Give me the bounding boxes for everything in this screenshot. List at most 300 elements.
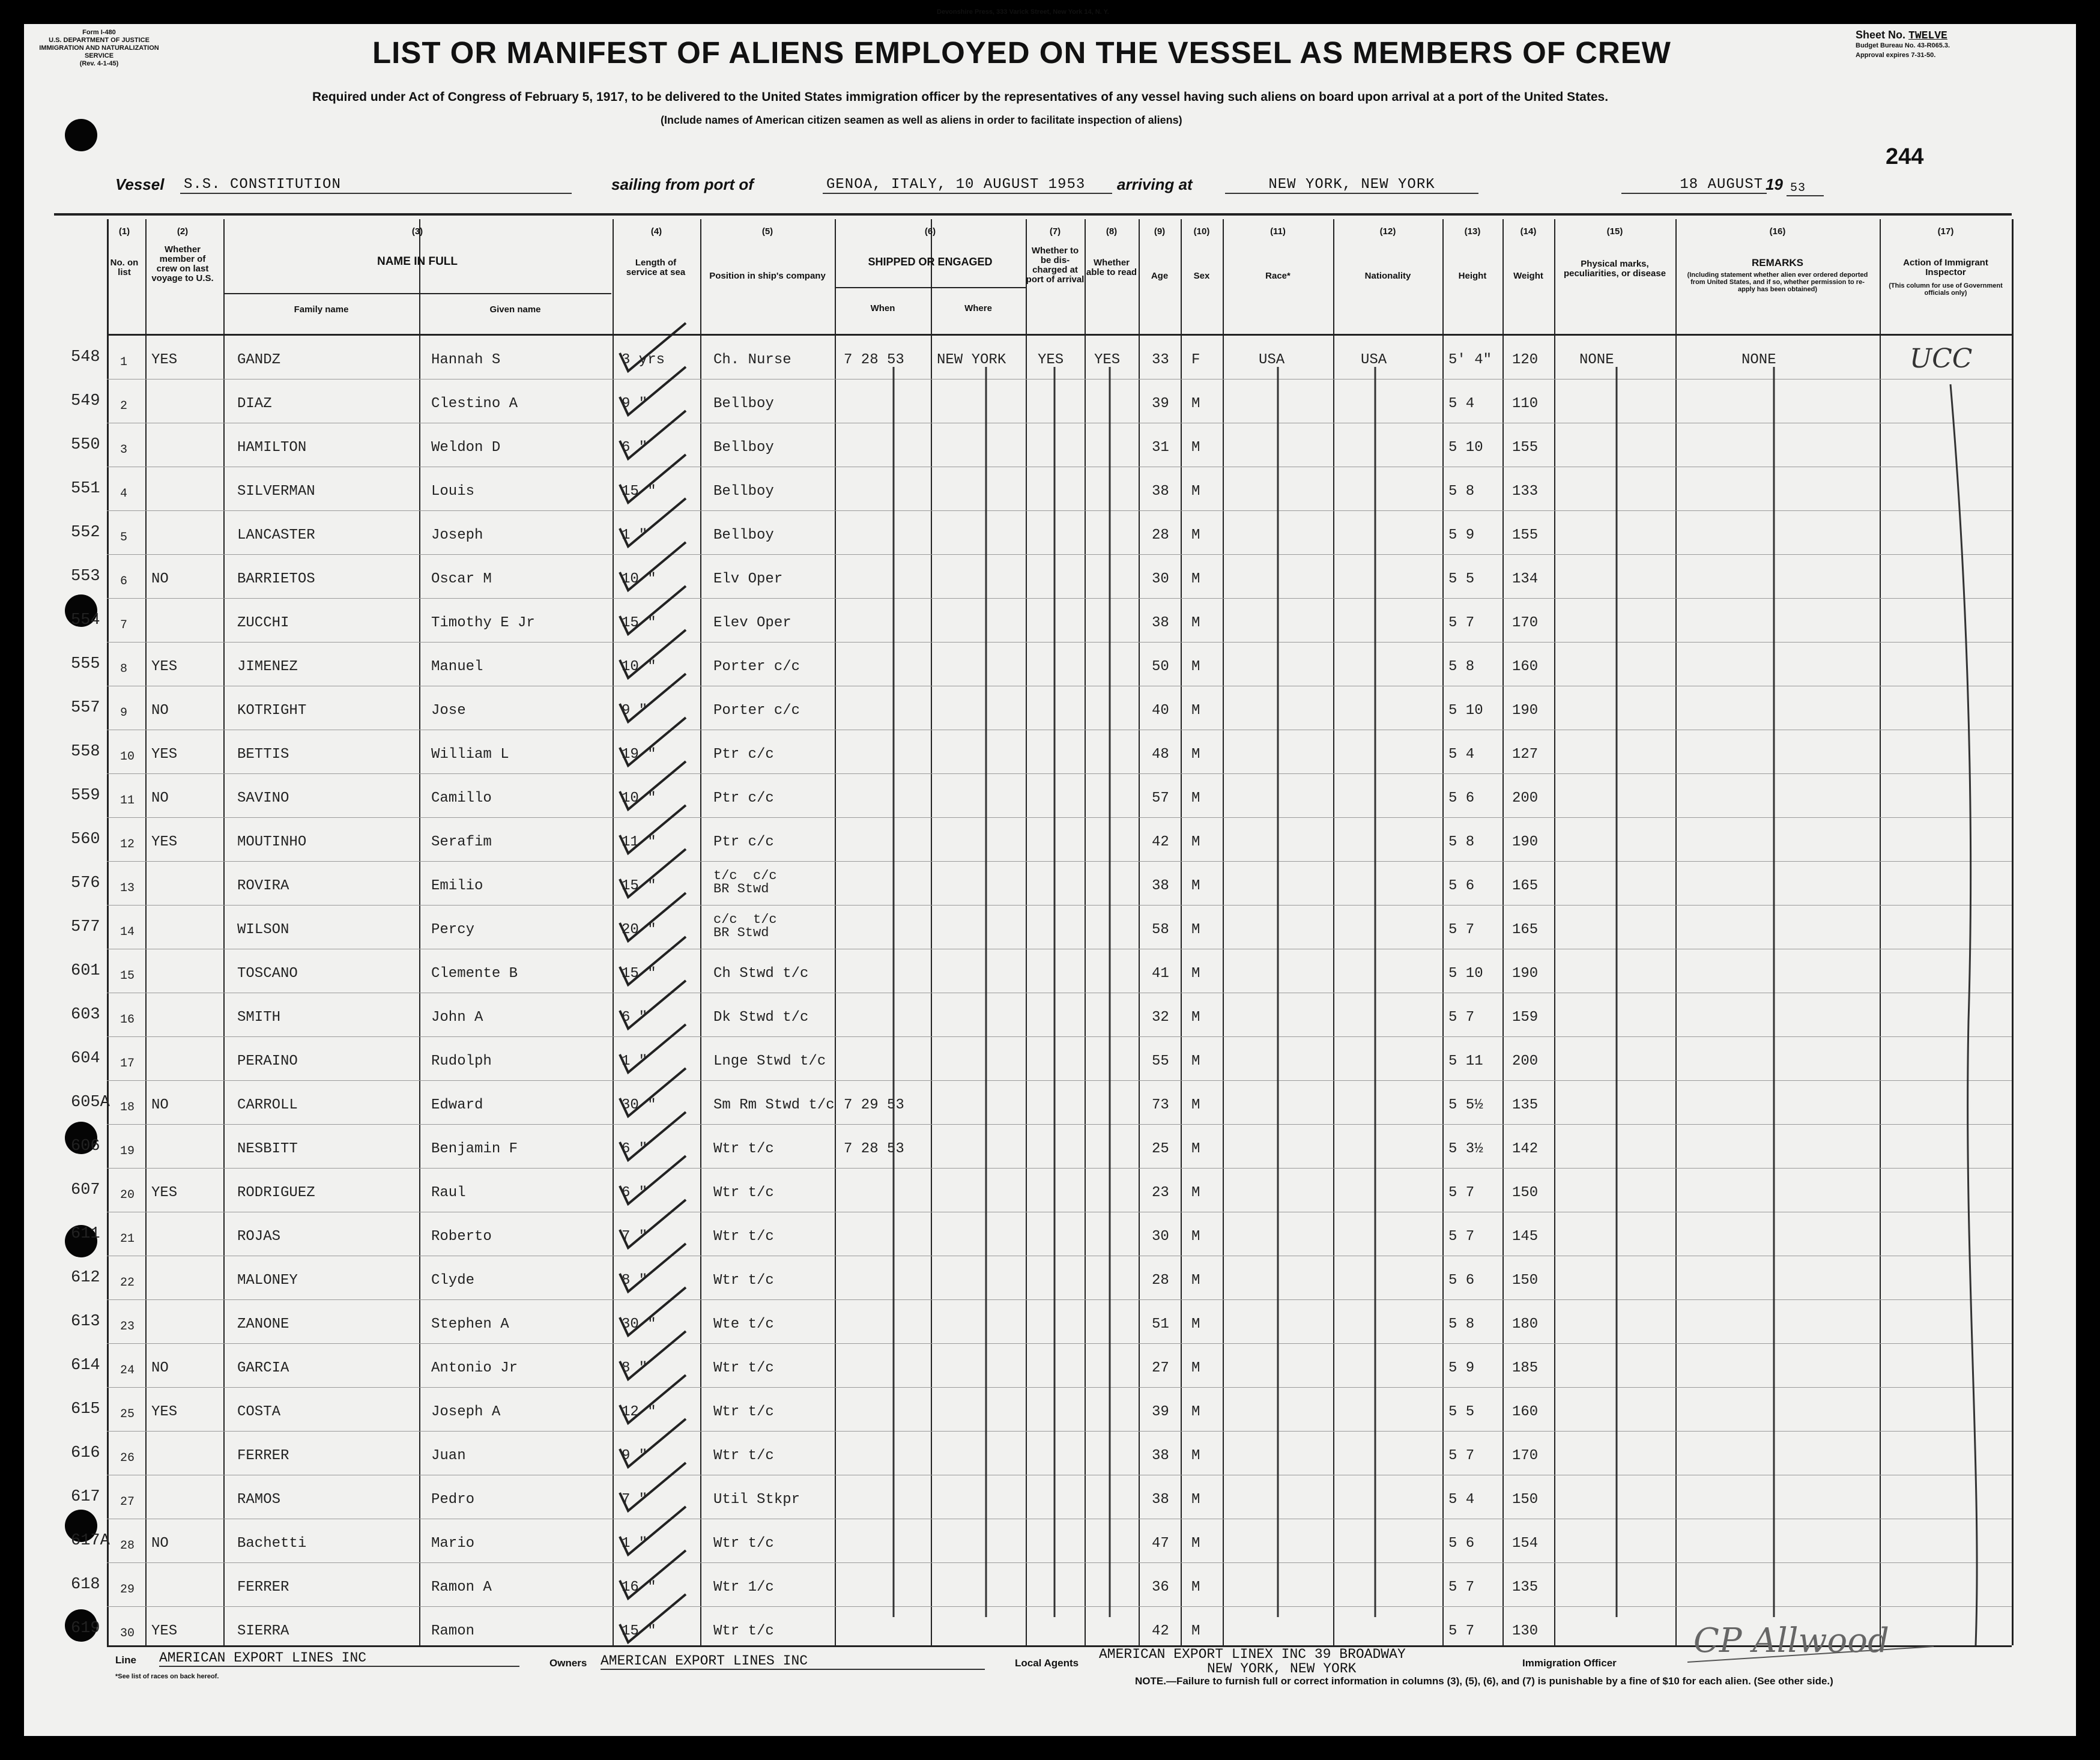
age-cell: 36 <box>1152 1579 1169 1595</box>
service-cell: 7 " <box>622 1492 648 1508</box>
given-name-cell: Clemente B <box>431 966 518 982</box>
sailing-from: GENOA, ITALY, 10 AUGUST 1953 <box>823 177 1112 194</box>
check-mark <box>620 1463 686 1511</box>
inspector-line <box>1950 384 1977 1645</box>
given-name-cell: Raul <box>431 1185 466 1201</box>
col-num: (5) <box>761 226 773 237</box>
weight-cell: 200 <box>1512 790 1539 806</box>
service-cell: 6 " <box>622 440 648 456</box>
check-marks <box>620 323 1774 1642</box>
family-name-cell: MOUTINHO <box>237 834 307 850</box>
sex-cell: M <box>1191 483 1200 500</box>
weight-cell: 142 <box>1512 1141 1539 1157</box>
age-cell: 41 <box>1152 966 1169 982</box>
age-cell: 33 <box>1152 352 1169 368</box>
col-heading-crew: Whether member of crew on last voyage to U.S. <box>151 244 214 283</box>
check-mark <box>620 1024 686 1072</box>
line-label: Line <box>115 1654 136 1666</box>
crew-cell: NO <box>151 703 169 719</box>
family-name-cell: RODRIGUEZ <box>237 1185 315 1201</box>
age-cell: 32 <box>1152 1009 1169 1026</box>
serial-number: 577 <box>71 918 100 936</box>
age-cell: 39 <box>1152 1404 1169 1420</box>
weight-cell: 160 <box>1512 1404 1539 1420</box>
nationality-cell: USA <box>1361 352 1387 368</box>
position-cell: Dk Stwd t/c <box>713 1009 809 1026</box>
service-cell: 20 " <box>622 922 656 938</box>
check-mark <box>620 718 686 766</box>
list-number: 2 <box>120 399 128 413</box>
age-cell: 47 <box>1152 1535 1169 1552</box>
crew-cell: NO <box>151 790 169 806</box>
serial-number: 601 <box>71 962 100 980</box>
sex-cell: M <box>1191 1185 1200 1201</box>
check-mark <box>620 1331 686 1379</box>
col-heading-discharged: Whether to be dis-charged at port of arrival <box>1026 246 1085 285</box>
check-mark <box>620 805 686 853</box>
list-number: 1 <box>120 355 128 369</box>
position-cell: Bellboy <box>713 440 774 456</box>
height-cell: 5 4 <box>1448 1492 1475 1508</box>
age-cell: 38 <box>1152 1492 1169 1508</box>
owners-value: AMERICAN EXPORT LINES INC <box>601 1653 985 1670</box>
col-num: (10) <box>1193 226 1210 237</box>
check-mark <box>620 761 686 809</box>
given-name-cell: Clyde <box>431 1272 475 1289</box>
col-heading-action: Action of Immigrant Inspector <box>1903 258 1988 277</box>
weight-cell: 110 <box>1512 396 1539 412</box>
height-cell: 5 8 <box>1448 1316 1475 1332</box>
service-cell: 10 " <box>622 790 656 806</box>
weight-cell: 127 <box>1512 746 1539 763</box>
check-mark <box>620 411 686 459</box>
given-name-cell: Joseph <box>431 527 483 543</box>
penalty-note: NOTE.—Failure to furnish full or correct information in columns (3), (5), (6), and (7) is punishable by a fine of $10 for each alien. (See other side.) <box>1135 1675 1833 1687</box>
form-subtitle-note: (Include names of American citizen seamen as well as aliens in order to facilitate inspection of aliens) <box>661 114 1182 126</box>
serial-number: 552 <box>71 524 100 542</box>
sex-cell: M <box>1191 1492 1200 1508</box>
list-number: 30 <box>120 1627 135 1641</box>
height-cell: 5 4 <box>1448 396 1475 412</box>
given-name-cell: William L <box>431 746 509 763</box>
agents-value-city: NEW YORK, NEW YORK <box>1207 1661 1357 1677</box>
serial-number: 615 <box>71 1400 100 1418</box>
sex-cell: M <box>1191 922 1200 938</box>
agents-label: Local Agents <box>1015 1657 1079 1669</box>
weight-cell: 145 <box>1512 1229 1539 1245</box>
list-number: 29 <box>120 1583 135 1597</box>
family-name-cell: CARROLL <box>237 1097 298 1113</box>
sex-cell: M <box>1191 1448 1200 1464</box>
list-number: 21 <box>120 1232 135 1246</box>
service-cell: 9 " <box>622 396 648 412</box>
col-heading-given: Given name <box>489 304 541 315</box>
service-cell: 10 " <box>622 571 656 587</box>
service-cell: 15 " <box>622 966 656 982</box>
weight-cell: 190 <box>1512 703 1539 719</box>
position-cell: Wtr t/c <box>713 1141 774 1157</box>
crew-cell: YES <box>151 746 178 763</box>
sex-cell: M <box>1191 878 1200 894</box>
weight-cell: 120 <box>1512 352 1539 368</box>
list-number: 16 <box>120 1013 135 1027</box>
given-name-cell: Antonio Jr <box>431 1360 518 1376</box>
age-cell: 38 <box>1152 878 1169 894</box>
height-cell: 5' 4" <box>1448 352 1492 368</box>
sex-cell: M <box>1191 1360 1200 1376</box>
list-number: 25 <box>120 1408 135 1421</box>
col-num: (6) <box>924 226 936 237</box>
arrival-date: 18 AUGUST <box>1621 177 1767 194</box>
col-heading-service: Length of service at sea <box>626 258 686 277</box>
family-name-cell: KOTRIGHT <box>237 703 307 719</box>
sex-cell: F <box>1191 352 1200 368</box>
weight-cell: 190 <box>1512 834 1539 850</box>
col-heading-where: Where <box>964 303 992 313</box>
check-mark <box>620 1375 686 1423</box>
sex-cell: M <box>1191 1316 1200 1332</box>
col-num: (11) <box>1270 226 1286 237</box>
position-cell: Ptr c/c <box>713 790 774 806</box>
given-name-cell: Jose <box>431 703 466 719</box>
col-heading-number: No. on list <box>110 258 139 277</box>
col-heading-position: Position in ship's company <box>709 271 826 281</box>
col-heading-read: Whether able to read <box>1086 258 1137 277</box>
serial-number: 604 <box>71 1050 100 1068</box>
family-name-cell: ZANONE <box>237 1316 289 1332</box>
weight-cell: 159 <box>1512 1009 1539 1026</box>
given-name-cell: Louis <box>431 483 475 500</box>
when-cell: 7 28 53 <box>844 352 904 368</box>
family-name-cell: Bachetti <box>237 1535 307 1552</box>
service-cell: 1 " <box>622 1053 648 1069</box>
age-cell: 51 <box>1152 1316 1169 1332</box>
height-cell: 5 7 <box>1448 1579 1475 1595</box>
weight-cell: 150 <box>1512 1272 1539 1289</box>
height-cell: 5 8 <box>1448 659 1475 675</box>
list-number: 14 <box>120 925 135 939</box>
list-number: 4 <box>120 487 128 501</box>
sex-cell: M <box>1191 659 1200 675</box>
height-cell: 5 6 <box>1448 1535 1475 1552</box>
check-mark <box>620 1068 686 1116</box>
list-number: 11 <box>120 794 135 808</box>
check-mark <box>620 455 686 503</box>
list-number: 17 <box>120 1057 135 1071</box>
when-cell: 7 28 53 <box>844 1141 904 1157</box>
read-cell: YES <box>1094 352 1121 368</box>
check-mark <box>620 323 686 371</box>
family-name-cell: PERAINO <box>237 1053 298 1069</box>
race-cell: USA <box>1259 352 1285 368</box>
height-cell: 5 5 <box>1448 1404 1475 1420</box>
weight-cell: 170 <box>1512 1448 1539 1464</box>
list-number: 7 <box>120 618 128 632</box>
crew-cell: YES <box>151 1623 178 1639</box>
list-number: 6 <box>120 575 128 588</box>
weight-cell: 200 <box>1512 1053 1539 1069</box>
service-cell: 15 " <box>622 878 656 894</box>
check-mark <box>620 1419 686 1467</box>
weight-cell: 133 <box>1512 483 1539 500</box>
height-cell: 5 6 <box>1448 878 1475 894</box>
check-mark <box>620 849 686 897</box>
form-id-line: (Rev. 4-1-45) <box>79 60 119 67</box>
family-name-cell: BETTIS <box>237 746 289 763</box>
service-cell: 9 " <box>622 1448 648 1464</box>
serial-number: 606 <box>71 1137 100 1155</box>
family-name-cell: FERRER <box>237 1579 289 1595</box>
family-name-cell: ROVIRA <box>237 878 289 894</box>
height-cell: 5 3½ <box>1448 1141 1483 1157</box>
press-line: Devonshire Press, 333 Varick Street, New York 14, N. Y. <box>937 8 1109 16</box>
sex-cell: M <box>1191 615 1200 631</box>
col-heading-remarks-note: (Including statement whether alien ever ordered deported from United States, and if so, whether permission to re-apply has been obtained) <box>1687 271 1868 293</box>
position-cell: Util Stkpr <box>713 1492 800 1508</box>
serial-number: 553 <box>71 567 100 585</box>
check-mark <box>620 937 686 985</box>
vessel-label: Vessel <box>115 175 165 193</box>
family-name-cell: MALONEY <box>237 1272 298 1289</box>
col-num: (3) <box>411 226 423 237</box>
officer-signature: CP Allwood <box>1693 1621 1889 1660</box>
form-id-line: U.S. DEPARTMENT OF JUSTICE <box>49 37 150 44</box>
list-number: 3 <box>120 443 128 457</box>
family-name-cell: SILVERMAN <box>237 483 315 500</box>
age-cell: 38 <box>1152 483 1169 500</box>
service-cell: 6 " <box>622 1185 648 1201</box>
serial-number: 551 <box>71 480 100 498</box>
weight-cell: 130 <box>1512 1623 1539 1639</box>
sex-cell: M <box>1191 440 1200 456</box>
col-num: (14) <box>1520 226 1537 237</box>
serial-number: 614 <box>71 1356 100 1374</box>
crew-cell: NO <box>151 1097 169 1113</box>
height-cell: 5 7 <box>1448 1623 1475 1639</box>
age-cell: 38 <box>1152 615 1169 631</box>
check-mark <box>620 1200 686 1248</box>
position-cell: Ptr c/c <box>713 834 774 850</box>
height-cell: 5 7 <box>1448 1185 1475 1201</box>
age-cell: 39 <box>1152 396 1169 412</box>
sex-cell: M <box>1191 1272 1200 1289</box>
sailing-label: sailing from port of <box>611 175 754 193</box>
weight-cell: 134 <box>1512 571 1539 587</box>
serial-number: 605A <box>71 1093 110 1111</box>
sex-cell: M <box>1191 1141 1200 1157</box>
given-name-cell: Ramon <box>431 1623 475 1639</box>
age-cell: 38 <box>1152 1448 1169 1464</box>
sex-cell: M <box>1191 1404 1200 1420</box>
family-name-cell: LANCASTER <box>237 527 315 543</box>
position-cell: Wtr t/c <box>713 1404 774 1420</box>
weight-cell: 155 <box>1512 527 1539 543</box>
col-num: (9) <box>1154 226 1166 237</box>
height-cell: 5 7 <box>1448 922 1475 938</box>
check-mark <box>620 586 686 634</box>
position-cell: Bellboy <box>713 396 774 412</box>
family-name-cell: DIAZ <box>237 396 272 412</box>
service-cell: 8 " <box>622 1360 648 1376</box>
position-cell: Wtr t/c <box>713 1185 774 1201</box>
service-cell: 3 yrs <box>622 352 665 368</box>
check-mark <box>620 542 686 590</box>
service-cell: 11 " <box>622 834 656 850</box>
given-name-cell: Percy <box>431 922 475 938</box>
remarks-cell: NONE <box>1741 352 1776 368</box>
col-heading-physical: Physical marks, peculiarities, or disease <box>1563 259 1666 279</box>
list-number: 24 <box>120 1364 135 1377</box>
col-heading-family: Family name <box>294 304 349 315</box>
service-cell: 15 " <box>622 1623 656 1639</box>
form-id-line: Form I-480 <box>82 29 116 36</box>
list-number: 10 <box>120 750 135 764</box>
serial-number: 619 <box>71 1619 100 1638</box>
list-number: 26 <box>120 1451 135 1465</box>
list-number: 8 <box>120 662 128 676</box>
age-cell: 73 <box>1152 1097 1169 1113</box>
given-name-cell: Manuel <box>431 659 483 675</box>
crew-cell: NO <box>151 1360 169 1376</box>
inspector-initials: UCC <box>1910 343 1973 374</box>
where-cell: NEW YORK <box>937 352 1006 368</box>
col-heading-weight: Weight <box>1513 271 1543 281</box>
given-name-cell: Rudolph <box>431 1053 492 1069</box>
given-name-cell: Oscar M <box>431 571 492 587</box>
weight-cell: 180 <box>1512 1316 1539 1332</box>
serial-number: 611 <box>71 1225 100 1243</box>
family-name-cell: SMITH <box>237 1009 281 1026</box>
age-cell: 27 <box>1152 1360 1169 1376</box>
line-value: AMERICAN EXPORT LINES INC <box>159 1650 519 1667</box>
position-cell: t/c c/c BR Stwd <box>713 868 777 897</box>
age-cell: 48 <box>1152 746 1169 763</box>
height-cell: 5 4 <box>1448 746 1475 763</box>
sex-cell: M <box>1191 1053 1200 1069</box>
check-mark <box>620 498 686 546</box>
given-name-cell: Camillo <box>431 790 492 806</box>
height-cell: 5 9 <box>1448 527 1475 543</box>
list-number: 5 <box>120 531 128 545</box>
age-cell: 23 <box>1152 1185 1169 1201</box>
given-name-cell: Stephen A <box>431 1316 509 1332</box>
sex-cell: M <box>1191 746 1200 763</box>
service-cell: 6 " <box>622 1009 648 1026</box>
given-name-cell: Weldon D <box>431 440 501 456</box>
weight-cell: 165 <box>1512 922 1539 938</box>
service-cell: 12 " <box>622 1404 656 1420</box>
given-name-cell: Joseph A <box>431 1404 501 1420</box>
service-cell: 7 " <box>622 1229 648 1245</box>
position-cell: Wtr t/c <box>713 1535 774 1552</box>
service-cell: 15 " <box>622 615 656 631</box>
age-cell: 31 <box>1152 440 1169 456</box>
serial-number: 613 <box>71 1313 100 1331</box>
height-cell: 5 10 <box>1448 440 1483 456</box>
serial-number: 603 <box>71 1006 100 1024</box>
age-cell: 30 <box>1152 571 1169 587</box>
weight-cell: 160 <box>1512 659 1539 675</box>
given-name-cell: Serafim <box>431 834 492 850</box>
height-cell: 5 8 <box>1448 834 1475 850</box>
list-number: 28 <box>120 1539 135 1553</box>
sex-cell: M <box>1191 571 1200 587</box>
weight-cell: 135 <box>1512 1097 1539 1113</box>
col-heading-name: NAME IN FULL <box>377 255 458 268</box>
year-prefix: 19 <box>1766 175 1783 193</box>
height-cell: 5 9 <box>1448 1360 1475 1376</box>
sex-cell: M <box>1191 834 1200 850</box>
position-cell: Ch Stwd t/c <box>713 966 809 982</box>
position-cell: Wte t/c <box>713 1316 774 1332</box>
check-mark <box>620 1507 686 1555</box>
height-cell: 5 5½ <box>1448 1097 1483 1113</box>
col-num: (17) <box>1937 226 1954 237</box>
arriving-label: arriving at <box>1117 175 1193 193</box>
serial-number: 548 <box>71 348 100 366</box>
height-cell: 5 6 <box>1448 790 1475 806</box>
check-mark <box>620 893 686 941</box>
serial-number: 558 <box>71 743 100 761</box>
serial-number: 607 <box>71 1181 100 1199</box>
position-cell: Wtr 1/c <box>713 1579 774 1595</box>
serial-number: 617 <box>71 1488 100 1506</box>
list-number: 15 <box>120 969 135 983</box>
height-cell: 5 11 <box>1448 1053 1483 1069</box>
serial-number: 560 <box>71 830 100 848</box>
discharge-cell: YES <box>1038 352 1064 368</box>
family-name-cell: GARCIA <box>237 1360 289 1376</box>
service-cell: 9 " <box>622 703 648 719</box>
position-cell: Bellboy <box>713 527 774 543</box>
budget-bureau: Budget Bureau No. 43-R065.3. <box>1856 42 1950 49</box>
crew-cell: YES <box>151 1185 178 1201</box>
sex-cell: M <box>1191 1535 1200 1552</box>
col-heading-sex: Sex <box>1193 271 1210 281</box>
col-heading-remarks: REMARKS <box>1752 257 1803 268</box>
crew-cell: NO <box>151 1535 169 1552</box>
serial-number: 550 <box>71 436 100 454</box>
when-cell: 7 29 53 <box>844 1097 904 1113</box>
position-cell: Wtr t/c <box>713 1272 774 1289</box>
list-number: 9 <box>120 706 128 720</box>
given-name-cell: Ramon A <box>431 1579 492 1595</box>
weight-cell: 154 <box>1512 1535 1539 1552</box>
given-name-cell: Pedro <box>431 1492 475 1508</box>
given-name-cell: John A <box>431 1009 483 1026</box>
given-name-cell: Juan <box>431 1448 466 1464</box>
position-cell: Elv Oper <box>713 571 783 587</box>
col-num: (16) <box>1769 226 1786 237</box>
given-name-cell: Timothy E Jr <box>431 615 535 631</box>
agents-value: AMERICAN EXPORT LINEX INC 39 BROADWAY <box>1099 1647 1406 1662</box>
sex-cell: M <box>1191 1097 1200 1113</box>
crew-cell: YES <box>151 1404 178 1420</box>
col-heading-height: Height <box>1458 271 1487 281</box>
service-cell: 30 " <box>622 1316 656 1332</box>
position-cell: Wtr t/c <box>713 1229 774 1245</box>
officer-label: Immigration Officer <box>1522 1657 1617 1669</box>
age-cell: 50 <box>1152 659 1169 675</box>
year-suffix: 53 <box>1787 181 1824 196</box>
family-name-cell: TOSCANO <box>237 966 298 982</box>
height-cell: 5 8 <box>1448 483 1475 500</box>
serial-number: 576 <box>71 874 100 892</box>
approval-expiry: Approval expires 7-31-50. <box>1856 52 1936 59</box>
age-cell: 55 <box>1152 1053 1169 1069</box>
col-num: (7) <box>1049 226 1061 237</box>
position-cell: c/c t/c BR Stwd <box>713 912 777 940</box>
